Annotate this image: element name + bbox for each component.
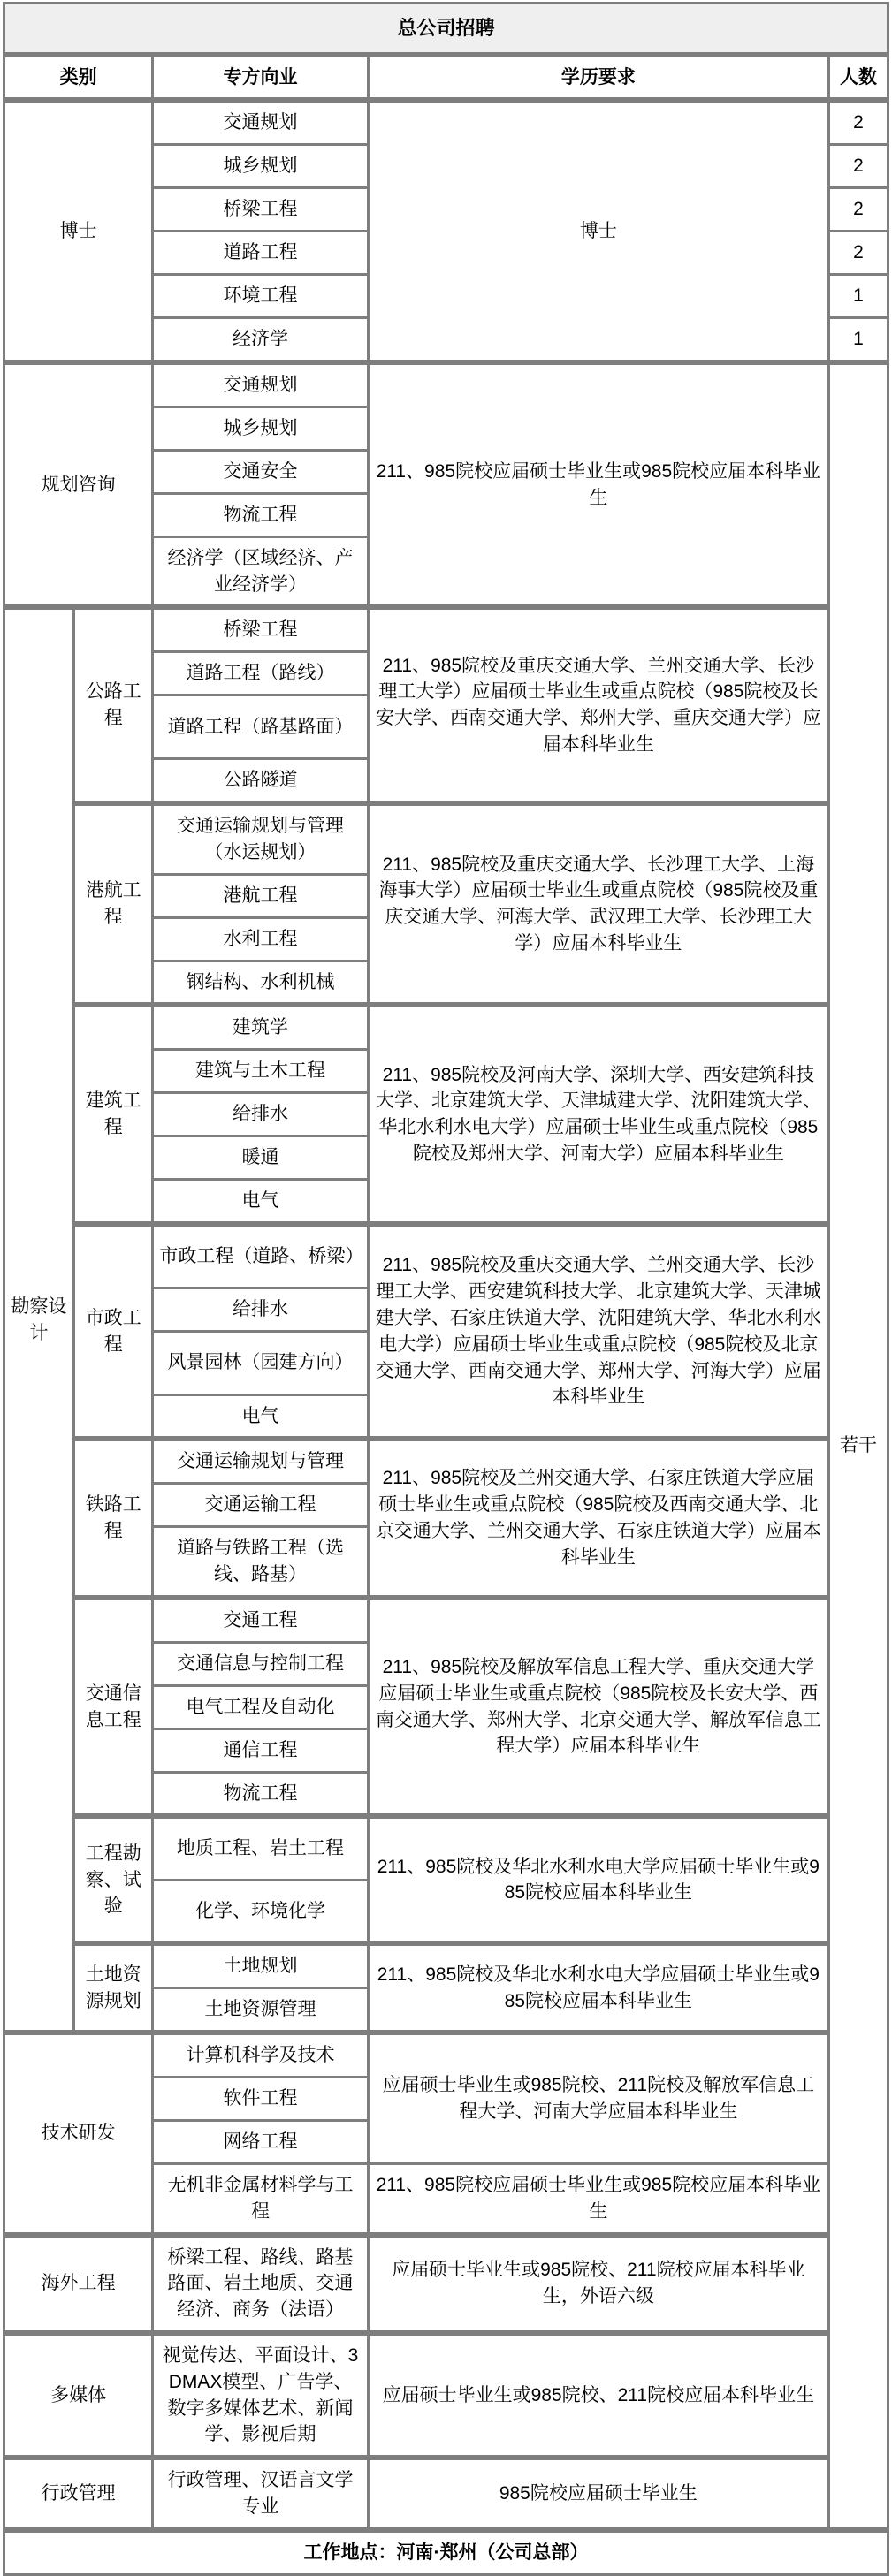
major-cell: 桥梁工程 [153, 607, 368, 651]
major-cell: 市政工程（道路、桥梁） [153, 1224, 368, 1288]
major-cell: 水利工程 [153, 917, 368, 961]
major-cell: 计算机科学及技术 [153, 2033, 368, 2077]
table-row [4, 1943, 888, 1987]
major-cell: 物流工程 [153, 493, 368, 536]
major-cell: 建筑与土木工程 [153, 1050, 368, 1093]
education-cell: 211、985院校及重庆交通大学、兰州交通大学、长沙理工大学、西安建筑科技大学、北京建筑大学、天津城建大学、石家庄铁道大学、沈阳建筑大学、华北水利水电大学）应届硕士毕业生或重点院校（985院校及北京交通大学、西南交通大学、郑州大学、河海大学）应届本科毕业生 [368, 1224, 828, 1439]
major-cell: 城乡规划 [153, 145, 368, 188]
recruitment-table [3, 2, 889, 2576]
major-cell: 电气 [153, 1394, 368, 1439]
major-cell: 电气工程及自动化 [153, 1685, 368, 1729]
subcategory-cell: 铁路工程 [74, 1439, 153, 1597]
table-row [4, 1224, 888, 1288]
education-cell: 211、985院校及兰州交通大学、石家庄铁道大学应届硕士毕业生或重点院校（985院校及西南交通大学、北京交通大学、兰州交通大学、石家庄铁道大学）应届本科毕业生 [368, 1439, 828, 1597]
major-cell: 经济学 [153, 318, 368, 362]
major-cell: 通信工程 [153, 1729, 368, 1772]
major-cell: 道路与铁路工程（选线、路基） [153, 1527, 368, 1598]
count-cell: 2 [829, 188, 888, 232]
major-cell: 风景园林（园建方向） [153, 1331, 368, 1394]
count-cell: 若干 [829, 362, 888, 2530]
major-cell: 电气 [153, 1180, 368, 1224]
education-cell: 应届硕士毕业生或985院校、211院校应届本科毕业生 [368, 2333, 828, 2458]
col-header-category: 类别 [4, 55, 153, 101]
major-cell: 网络工程 [153, 2120, 368, 2163]
education-cell: 211、985院校及解放军信息工程大学、重庆交通大学应届硕士毕业生或重点院校（985院校及长安大学、西南交通大学、郑州大学、北京交通大学、解放军信息工程大学）应届本科毕业生 [368, 1598, 828, 1817]
education-cell: 211、985院校及河南大学、深圳大学、西安建筑科技大学、北京建筑大学、天津城建大学、沈阳建筑大学、华北水利水电大学）应届硕士毕业生或重点院校（985院校及郑州大学、河南大学）应届本科毕业生 [368, 1005, 828, 1224]
major-cell: 道路工程（路基路面） [153, 695, 368, 759]
table-row [4, 1005, 888, 1049]
table-row [4, 2458, 888, 2530]
category-cell: 多媒体 [4, 2333, 153, 2458]
count-cell: 2 [829, 232, 888, 275]
count-cell: 2 [829, 145, 888, 188]
category-cell: 技术研发 [4, 2033, 153, 2234]
education-cell: 211、985院校及重庆交通大学、长沙理工大学、上海海事大学）应届硕士毕业生或重点院校（985院校及重庆交通大学、河海大学、武汉理工大学、长沙理工大学）应届本科毕业生 [368, 803, 828, 1005]
major-cell: 道路工程 [153, 232, 368, 275]
major-cell: 行政管理、汉语言文学专业 [153, 2458, 368, 2530]
major-cell: 交通运输工程 [153, 1484, 368, 1527]
major-cell: 桥梁工程 [153, 188, 368, 232]
major-cell: 物流工程 [153, 1772, 368, 1816]
table-row [4, 2333, 888, 2458]
subcategory-cell: 建筑工程 [74, 1005, 153, 1224]
education-cell: 211、985院校及华北水利水电大学应届硕士毕业生或985院校应届本科毕业生 [368, 1816, 828, 1943]
subcategory-cell: 港航工程 [74, 803, 153, 1005]
category-cell: 规划咨询 [4, 362, 153, 607]
table-row [4, 2235, 888, 2333]
major-cell: 交通规划 [153, 100, 368, 144]
title-row [4, 4, 888, 55]
major-cell: 港航工程 [153, 874, 368, 917]
major-cell: 软件工程 [153, 2077, 368, 2120]
education-cell: 985院校应届硕士毕业生 [368, 2458, 828, 2530]
col-header-count: 人数 [829, 55, 888, 101]
major-cell: 交通运输规划与管理 [153, 1439, 368, 1483]
education-cell: 211、985院校及华北水利水电大学应届硕士毕业生或985院校应届本科毕业生 [368, 1943, 828, 2033]
education-cell: 211、985院校应届硕士毕业生或985院校应届本科毕业生 [368, 362, 828, 607]
major-cell: 建筑学 [153, 1005, 368, 1049]
major-cell: 视觉传达、平面设计、3DMAX模型、广告学、数字多媒体艺术、新闻学、影视后期 [153, 2333, 368, 2458]
subcategory-cell: 交通信息工程 [74, 1598, 153, 1817]
table-row [4, 1816, 888, 1880]
table-row [4, 803, 888, 874]
category-cell: 博士 [4, 100, 153, 362]
subcategory-cell: 土地资源规划 [74, 1943, 153, 2033]
col-header-major: 专方向业 [153, 55, 368, 101]
table-row [4, 100, 888, 144]
major-cell: 交通安全 [153, 450, 368, 493]
major-cell: 化学、环境化学 [153, 1880, 368, 1943]
major-cell: 土地规划 [153, 1943, 368, 1987]
major-cell: 城乡规划 [153, 407, 368, 450]
education-cell: 211、985院校应届硕士毕业生或985院校应届本科毕业生 [368, 2163, 828, 2234]
count-cell: 1 [829, 318, 888, 362]
major-cell: 土地资源管理 [153, 1988, 368, 2033]
education-cell: 应届硕士毕业生或985院校、211院校应届本科毕业生，外语六级 [368, 2235, 828, 2333]
major-cell: 交通工程 [153, 1598, 368, 1642]
table-row [4, 1598, 888, 1642]
count-cell: 2 [829, 100, 888, 144]
major-cell: 无机非金属材料学与工程 [153, 2163, 368, 2234]
header-row [4, 55, 888, 101]
footer-row [4, 2530, 888, 2574]
subcategory-cell: 市政工程 [74, 1224, 153, 1439]
work-location: 工作地点：河南·郑州（公司总部） [4, 2530, 888, 2574]
category-cell: 海外工程 [4, 2235, 153, 2333]
major-cell: 给排水 [153, 1288, 368, 1331]
major-cell: 给排水 [153, 1093, 368, 1136]
subcategory-cell: 工程勘察、试验 [74, 1816, 153, 1943]
major-cell: 环境工程 [153, 275, 368, 318]
major-cell: 交通规划 [153, 362, 368, 407]
education-cell: 应届硕士毕业生或985院校、211院校及解放军信息工程大学、河南大学应届本科毕业生 [368, 2033, 828, 2163]
table-row [4, 607, 888, 651]
page-title: 总公司招聘 [4, 4, 888, 55]
table-row [4, 2033, 888, 2077]
subcategory-cell: 公路工程 [74, 607, 153, 803]
major-cell: 桥梁工程、路线、路基路面、岩土地质、交通经济、商务（法语） [153, 2235, 368, 2333]
category-cell: 勘察设计 [4, 607, 74, 2033]
category-cell: 行政管理 [4, 2458, 153, 2530]
major-cell: 交通运输规划与管理（水运规划） [153, 803, 368, 874]
education-cell: 博士 [368, 100, 828, 362]
major-cell: 暖通 [153, 1136, 368, 1180]
education-cell: 211、985院校及重庆交通大学、兰州交通大学、长沙理工大学）应届硕士毕业生或重点院校（985院校及长安大学、西南交通大学、郑州大学、重庆交通大学）应届本科毕业生 [368, 607, 828, 803]
major-cell: 钢结构、水利机械 [153, 961, 368, 1005]
major-cell: 公路隧道 [153, 759, 368, 803]
major-cell: 交通信息与控制工程 [153, 1642, 368, 1685]
table-row [4, 362, 888, 407]
major-cell: 地质工程、岩土工程 [153, 1816, 368, 1880]
count-cell: 1 [829, 275, 888, 318]
table-row [4, 1439, 888, 1483]
col-header-education: 学历要求 [368, 55, 828, 101]
major-cell: 经济学（区域经济、产业经济学） [153, 536, 368, 607]
major-cell: 道路工程（路线） [153, 652, 368, 695]
